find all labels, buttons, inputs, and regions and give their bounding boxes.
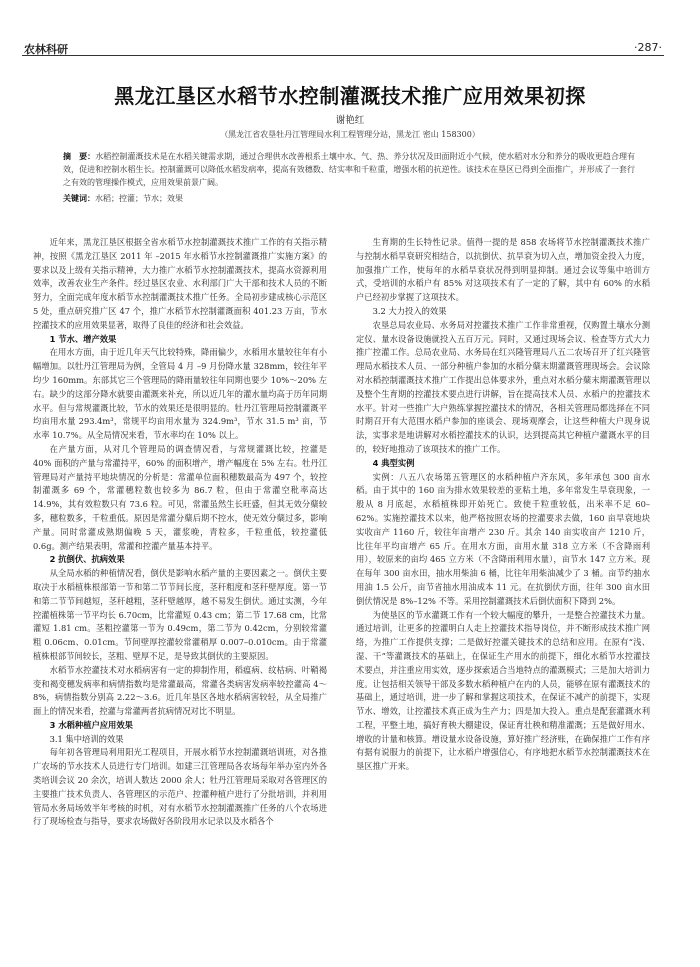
paragraph: 在产量方面，从对几个管理局的调查情况看，与常规灌溉比较，控灌是 40% 面积的产量与常灌持平，60% 的面积增产，增产幅度在 5% 左右。牡丹江管理局对产量持平地块情况的分析是：常灌单位面积穗数最高为 497 个，较控制灌溉多 69 个，常灌穗粒数也较多为 86.7 粒，但由于常灌空秕率高达 14.9%，其有效粒数只有 73.6 粒。可见，常灌虽然生长旺盛，但其无效分蘖较多，穗粒数多，千粒重低。原因是常灌分蘖后期不控水，使无效分蘖过多，影响产量。同时常灌成熟期偏晚 5 天，灌浆晚，青粒多，千粒重低，较控灌低 0.6g。测产结果表明，常灌和控灌产量基本持平。: [33, 443, 327, 551]
abstract-label: 摘 要：: [63, 152, 96, 161]
paragraph: 水稻节水控灌技术对水稻病害有一定的抑制作用，稻瘟病、纹枯病、叶鞘褐变和褐变穗发病率和病情指数均是常灌最高，常灌各类病害发病率较控灌高 4～8%，病情指数分别高 2.22～3.6。近几年垦区各地水稻病害较轻，从全局推广面上的情况来看，控灌与常灌两者抗病情况对比不明显。: [33, 664, 327, 717]
section-heading: 2 抗倒伏、抗病效果: [49, 554, 125, 565]
section-heading: 3 水稻种植户应用效果: [49, 719, 133, 730]
paragraph: 为使垦区的节水灌溉工作有一个较大幅度的攀升，一是整合控灌技术力量。通过培训，让更多的控灌明白人走上控灌技术指导岗位，并不断形成技术推广网络，为推广工作提供支撑；二是做好控灌关键技术的总结和应用。在原有“浅、湿、干”等灌溉技术的基础上，在保证生产用水的前提下，细化水稻节水控灌技术要点，并注重应用实效，逐步探索适合当地特点的灌溉模式；三是加大培训力度。让包括相关领导干部及多数水稻种植户在内的人员，能够在原有灌溉技术的基础上，通过培训，进一步了解和掌握这项技术，在保证不减产的前提下，实现节水、增效，让控灌技术真正成为生产力；四是加大投入。重点是配套灌溉水利工程，平整土地，搞好育秧大棚建设，保证育壮秧和精准灌溉；五是做好用水、增收的计量和核算。增设量水设备设施，算好推广经济账，在确保推广工作有序有据有说服力的前提下，让水稻户增强信心，有序地把水稻节水控制灌溉技术在垦区推广开来。: [356, 609, 650, 772]
paragraph: 在用水方面，由于近几年天气比较特殊，降雨偏少，水稻用水量较往年有小幅增加。以牡丹江管理局为例，全管局 4 月 –9 月份降水量 328mm，较往年平均少 160mm。东部其它三个管理局的降雨量较往年同期也要少 10%～20% 左右。缺少的这部分降水就要由灌溉来补充，所以近几年的灌水量均高于历年同期水平。但与常规灌溉比较，节水的效果还是很明显的。牡丹江管理局控制灌溉平均亩用水量 293.4m³，常规平均亩用水量为 324.9m³，节水 31.5 m³ 亩，节水率 10.7%。从全局情况来看，节水率均在 10% 以上。: [33, 347, 327, 441]
body-column-left: [33, 236, 327, 829]
author: 谢艳红: [335, 115, 365, 126]
keywords: [63, 193, 635, 204]
page-number: ·287·: [634, 41, 662, 54]
paragraph: 生育期的生长特性记录。值得一提的是 858 农场将节水控制灌溉技术推广与控制水稻旱衰研究相结合，以抗倒伏、抗旱衰为切入点，增加资金投入力度，加强推广工作，使每年的水稻旱衰状况得到明显抑制。通过会议等集中培训方式，受培训的水稻户有 85% 对这项技术有了一定的了解，其中有 60% 的水稻户已经初步掌握了这项技术。: [356, 237, 650, 303]
section-heading: 1 节水、增产效果: [49, 333, 117, 344]
paragraph: 每年初各管理局利用阳光工程项目，开展水稻节水控制灌溉培训班，对各推广农场的节水技术人员进行专门培训。如建三江管理局各农场每年举办室内外各类培训会议 20 余次，培训人数达 2000 余人；牡丹江管理局采取对各管理区的主要推广技术负责人、各管理区的示范户、控灌种植户进行了分批培训，并利用管局水务局场效半年考核的时机，对有水稻节水控制灌溉推广任务的八个农场进行了现场检查与指导，要求农场做好各阶段用水记录以及水稻各个: [33, 747, 327, 827]
abstract: [63, 150, 635, 189]
article-title: 黑龙江垦区水稻节水控制灌溉技术推广应用效果初探: [114, 84, 586, 108]
header-rule: [22, 55, 664, 56]
abstract-text: 水稻控制灌溉技术是在水稻关键需求期，通过合理供水改善根系土壤中水、气、热、养分状况及田面附近小气候，使水稻对水分和养分的吸收更趋合理有效，促进和控制水稻生长。控制灌溉可以降低水稻发病率，提高有效穗数、结实率和千粒重，增强水稻的抗逆性。该技术在垦区已得到全面推广，并形成了一套行之有效的管理操作模式，应用效果前景广阔。: [63, 152, 635, 187]
section-heading: 4 典型实例: [372, 457, 415, 468]
keywords-label: 关键词：: [63, 194, 95, 203]
paragraph: 农垦总局农业局、水务局对控灌技术推广工作非常重视，仅购置土壤水分测定仪、量水设备设施就投入五百万元。同时，又通过现场会议、检查等方式大力推广控灌工作。总局农业局、水务局在红兴隆管理局八五二农场召开了红兴隆管理局水稻技术人员、一部分种植户参加的水稻分蘖末期灌溉管理现场会。会议除对水稻控制灌溉技术推广工作提出总体要求外，重点对水稻分蘖末期灌溉管理以及整个生育期的控灌技术要点进行讲解，旨在提高技术人员、水稻户的控灌技术水平。针对一些推广大户熟练掌握控灌技术的情况，各相关管理局都选择在不同时期召开有大范围水稻户参加的座谈会、现场观摩会，让这些种植大户现身说法，实事求是地讲解对水稻控灌技术的认识，达到提高其它种植户灌溉水平的目的，较好地推动了该项技术的推广工作。: [356, 319, 650, 454]
paragraph: 实例：八五八农场第五管理区的水稻种植户齐东风，多年承包 300 亩水稻。由于其中的 160 亩为排水效果较差的亚粘土地，多年常发生旱衰现象，一般从 8 月底起，水稻植株即开始死亡。致使千粒重较低，出米率不足 60–62%。实施控灌技术以来，他严格按照农场的控灌要求去做，160 亩旱衰地块实收亩产 1160 斤，较往年亩增产 230 斤。其余 140 亩实收亩产 1210 斤，比往年平均亩增产 65 斤。在用水方面，亩用水量 318 立方米（不含降雨利用），较原来的亩均 465 立方米（不含降雨利用水量），亩节水 147 立方米。现在每年 300 亩水田，抽水用柴油 6 桶，比往年用柴油减少了 3 桶。亩节约抽水用油 1.5 公斤，亩节省抽水用油成本 11 元。在抗倒伏方面，往年 300 亩水田倒伏情况是 8%–12% 不等。采用控制灌溉技术后倒伏面积下降到 2%。: [356, 471, 650, 606]
affiliation: （黑龙江省农垦牡丹江管理局水利工程管理分站，黑龙江 密山 158300）: [220, 130, 480, 139]
section-heading: 3.2 大力投入的效果: [372, 305, 447, 316]
section-heading: 3.1 集中培训的效果: [49, 733, 124, 744]
keywords-text: 水稻；控灌；节水；效果: [95, 194, 183, 203]
journal-name: 农林科研: [24, 43, 68, 56]
paragraph: 从全局水稻的种植情况看，倒伏是影响水稻产量的主要因素之一。倒伏主要取决于水稻植株根部第一节和第二节节间长度，茎秆粗度和茎秆壁厚度。第一节和第二节节间越短，茎秆越粗，茎秆壁越厚，越不易发生倒伏。通过实测，今年控灌植株第一节平均长 6.70cm，比常灌短 0.43 cm；第二节 17.68 cm，比常灌短 1.81 cm。茎粗控灌第一节为 0.49cm，第二节为 0.42cm，分别较常灌粗 0.06cm、0.01cm。节间壁厚控灌较常灌稍厚 0.007–0.010cm。由于常灌植株根部节间较长，茎粗、壁厚不足，是导致其倒伏的主要原因。: [33, 568, 327, 661]
paragraph: 近年来，黑龙江垦区根据全省水稻节水控制灌溉技术推广工作的有关指示精神，按照《黑龙江垦区 2011 年 –2015 年水稻节水控制灌溉推广实施方案》的要求以及上级有关指示精神，大力推广水稻节水控制灌溉技术，提高水资源利用效率，改善农业生产条件。经过垦区农业、水利部门广大干部和技术人员的不断努力，全面完成年度水稻节水控制灌溉技术推广任务。全局初步建成核心示范区 5 处，重点研究推广区 47 个，推广水稻节水控制灌溉面积 401.23 万亩，节水控灌技术的应用效果显著，取得了良佳的经济和社会效益。: [33, 237, 327, 330]
body-column-right: [356, 236, 650, 774]
